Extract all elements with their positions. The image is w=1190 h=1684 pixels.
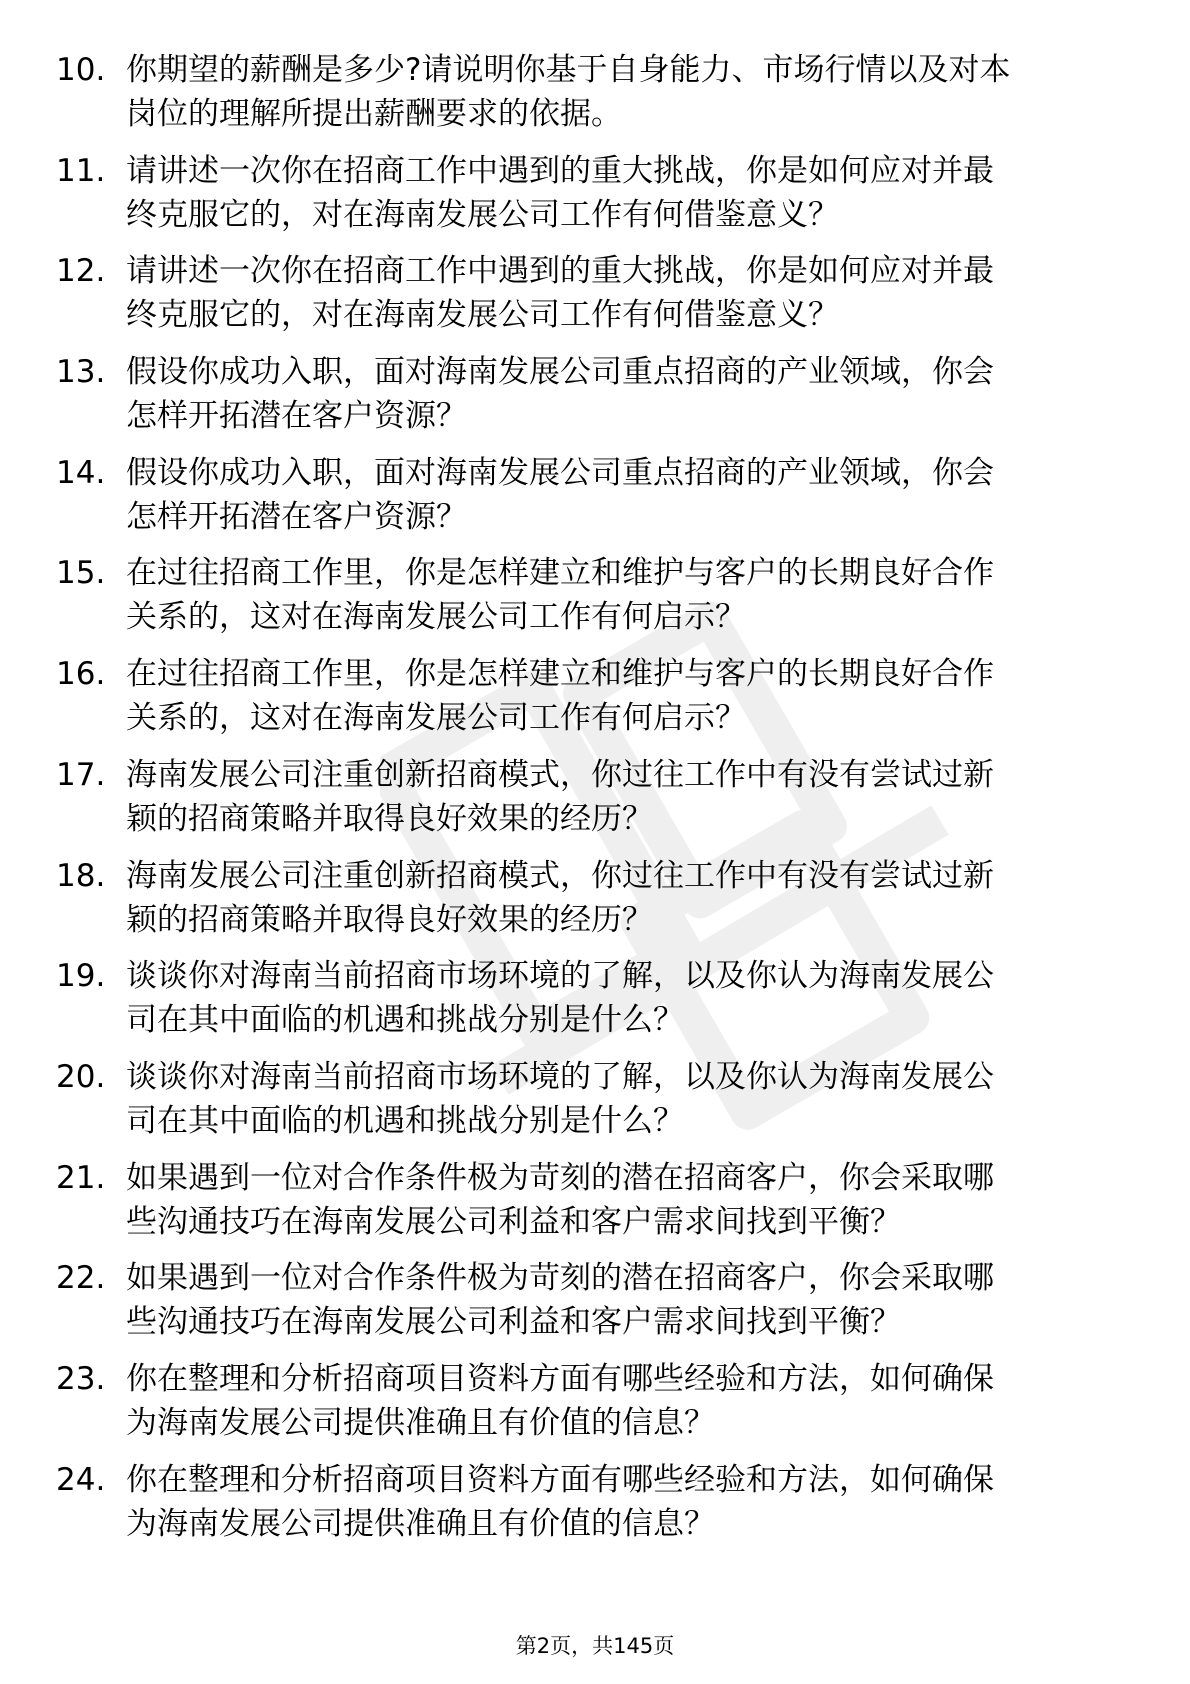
question-line: 如果遇到一位对合作条件极为苛刻的潜在招商客户，你会采取哪 [126,1159,994,1196]
question-number: 23. [56,1360,106,1397]
question-list [56,48,1136,1558]
question-line: 谈谈你对海南当前招商市场环境的了解，以及你认为海南发展公 [126,1058,994,1095]
question-line: 你在整理和分析招商项目资料方面有哪些经验和方法，如何确保 [126,1360,994,1397]
question-number: 22. [56,1260,106,1297]
question-line: 假设你成功入职，面对海南发展公司重点招商的产业领域，你会 [126,454,994,491]
question-line: 请讲述一次你在招商工作中遇到的重大挑战，你是如何应对并最 [126,152,994,189]
question-line: 怎样开拓潜在客户资源？ [126,498,467,535]
question-number: 18. [56,857,106,894]
question-line: 终克服它的，对在海南发展公司工作有何借鉴意义？ [126,196,839,233]
question-number: 10. [56,52,106,88]
page-footer: 第2页，共145页 [515,1634,675,1658]
question-number: 11. [56,152,106,189]
question-line: 在过往招商工作里，你是怎样建立和维护与客户的长期良好合作 [126,656,994,693]
question-number: 13. [56,354,106,391]
question-number: 24. [56,1461,106,1498]
question-text [126,954,1126,1042]
question-item [56,48,1136,149]
question-item [56,753,1136,854]
question-item [56,1256,1136,1357]
question-line: 在过往招商工作里，你是怎样建立和维护与客户的长期良好合作 [126,555,994,592]
question-text [126,249,1126,337]
question-text [126,149,1126,237]
question-item [56,249,1136,350]
question-line: 怎样开拓潜在客户资源？ [126,398,467,435]
question-line: 如果遇到一位对合作条件极为苛刻的潜在招商客户，你会采取哪 [126,1260,994,1297]
question-line: 些沟通技巧在海南发展公司利益和客户需求间找到平衡？ [126,1304,901,1341]
question-line: 颖的招商策略并取得良好效果的经历？ [126,901,653,938]
question-line: 请讲述一次你在招商工作中遇到的重大挑战，你是如何应对并最 [126,253,994,290]
question-text [126,551,1126,639]
question-number: 20. [56,1058,106,1095]
question-number: 19. [56,958,106,995]
question-item [56,1458,1136,1559]
question-text [126,652,1126,740]
question-text [126,1357,1126,1445]
question-line: 假设你成功入职，面对海南发展公司重点招商的产业领域，你会 [126,354,994,391]
question-line: 关系的，这对在海南发展公司工作有何启示？ [126,700,746,737]
question-line: 司在其中面临的机遇和挑战分别是什么？ [126,1002,684,1039]
question-line: 你期望的薪酬是多少?请说明你基于自身能力、市场行情以及对本 [126,52,1011,88]
question-item [56,1156,1136,1257]
question-text [126,451,1126,539]
question-line: 你在整理和分析招商项目资料方面有哪些经验和方法，如何确保 [126,1461,994,1498]
question-text [126,48,1126,136]
question-line: 海南发展公司注重创新招商模式，你过往工作中有没有尝试过新 [126,756,994,793]
question-item [56,350,1136,451]
question-line: 司在其中面临的机遇和挑战分别是什么？ [126,1102,684,1139]
question-text [126,753,1126,841]
question-line: 关系的，这对在海南发展公司工作有何启示？ [126,599,746,636]
question-text [126,1256,1126,1344]
question-item [56,551,1136,652]
question-line: 为海南发展公司提供准确且有价值的信息？ [126,1505,715,1542]
question-line: 海南发展公司注重创新招商模式，你过往工作中有没有尝试过新 [126,857,994,894]
question-line: 些沟通技巧在海南发展公司利益和客户需求间找到平衡？ [126,1203,901,1240]
question-text [126,350,1126,438]
question-number: 21. [56,1159,106,1196]
question-text [126,1055,1126,1143]
question-number: 15. [56,555,106,592]
question-line: 岗位的理解所提出薪酬要求的依据。 [126,96,622,132]
question-text [126,854,1126,942]
question-number: 12. [56,253,106,290]
question-line: 谈谈你对海南当前招商市场环境的了解，以及你认为海南发展公 [126,958,994,995]
question-item [56,451,1136,552]
question-item [56,854,1136,955]
question-text [126,1458,1126,1546]
question-item [56,954,1136,1055]
question-item [56,1055,1136,1156]
question-text [126,1156,1126,1244]
question-number: 16. [56,656,106,693]
question-number: 14. [56,454,106,491]
question-item [56,652,1136,753]
question-line: 终克服它的，对在海南发展公司工作有何借鉴意义？ [126,297,839,334]
question-line: 为海南发展公司提供准确且有价值的信息？ [126,1404,715,1441]
question-item [56,1357,1136,1458]
question-number: 17. [56,756,106,793]
question-item [56,149,1136,250]
question-line: 颖的招商策略并取得良好效果的经历？ [126,800,653,837]
